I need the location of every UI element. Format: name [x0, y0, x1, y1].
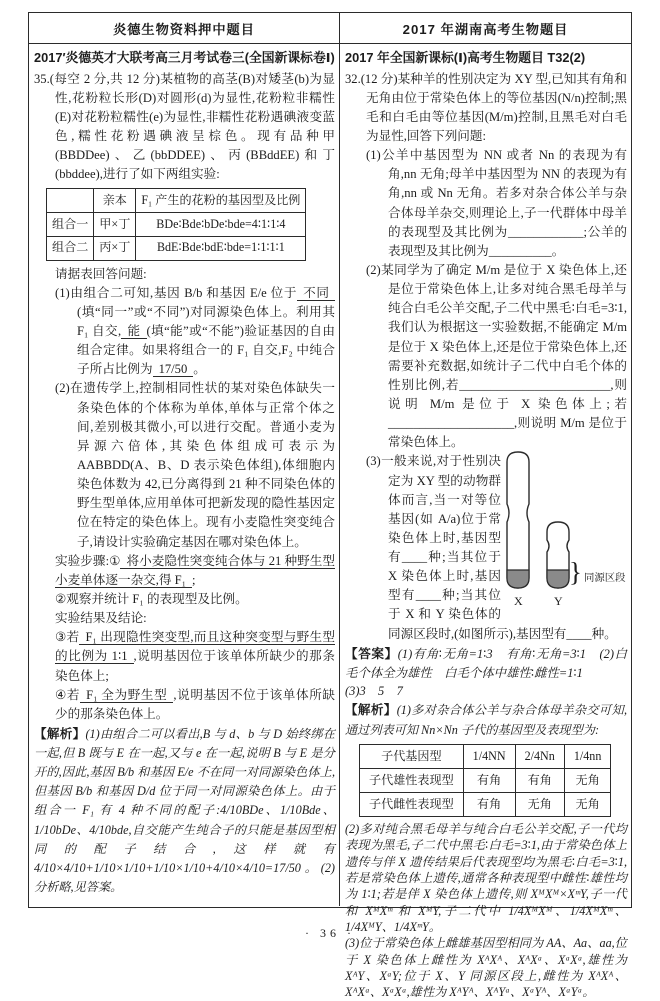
y-chromosome-label: Y [554, 594, 563, 609]
table-cell: 无角 [564, 792, 611, 816]
question-35-part2: (2)在遗传学上,控制相同性状的某对染色体缺失一条染色体的个体称为单体,单体与正常个体之间,差别极其微小,可以进行交配。普通小麦为异源六倍体,其染色体组成可表示为 AABBDD(A、B、D 表示染色体组),体细胞内染色体数为 42,已分离得到 21 种不同染色体的野生型单体,应用单体可把新发现的隐性基因定位在特定的染色体上。现有小麦隐性突变纯合子,请设计实验确定基因在哪对染色体上。 [55, 381, 335, 549]
header-right-title: 2017 年湖南高考生物题目 [402, 21, 569, 37]
left-analysis [34, 725, 335, 897]
text-segment: (填“能”或“不能”)验证基因的自由组合定律。如果将组合一的 F₁ 自交,F₂ 中纯合子所占比例为 [77, 323, 336, 377]
table-cell: 亲本 [94, 189, 136, 213]
table-cell: 组合一 [47, 213, 94, 237]
experiment-step-2: ②观察并统计 F₁ 的表现型及比例。 [55, 591, 248, 606]
table-cell: 1/4nn [564, 744, 611, 768]
question-32-part3: (3)一般来说,对于性别决定为 XY 型的动物群体而言,当一对等位基因(如 A/a)位于常染色体上时,基因型有____种;当其位于 X 染色体上时,基因型有____种;当其位于 X 和 Y 染色体的同源区段时,(如图所示),基因型有____种。 [366, 454, 617, 641]
text-segment: 。 [193, 362, 206, 377]
table-cell [47, 189, 94, 213]
brace-glyph: } [569, 557, 582, 588]
table-cell: 组合二 [47, 236, 94, 260]
table-cell: 甲×丁 [94, 213, 136, 237]
right-analysis [345, 701, 627, 739]
text-segment: ,说明基因不位于该单体所缺少的那条染色体上。 [55, 687, 336, 721]
x-chromosome-label: X [514, 594, 523, 609]
result-3 [55, 628, 335, 685]
header-left-title: 炎德生物资料押中题目 [29, 13, 340, 43]
answer-text-2: (3)3 5 7 [345, 684, 403, 699]
filled-answer: 将小麦隐性突变纯合体与 21 种野生型小麦单体逐一杂交,得 F₁ [55, 553, 335, 587]
table-cell: 丙×丁 [94, 236, 136, 260]
analysis-text-1: (1)多对杂合体公羊与杂合体母羊杂交可知,通过列表可知 Nn×Nn 子代的基因型及表现型为: [345, 703, 628, 737]
y-homologous-region [547, 570, 569, 588]
answer-label: 【答案】 [345, 646, 398, 661]
page-number: · 36 · [305, 926, 355, 940]
experiment-step-1 [55, 552, 335, 590]
result-4 [55, 686, 335, 724]
table-cell: 有角 [463, 768, 515, 792]
xy-chromosome-diagram [505, 450, 627, 616]
table-cell: 有角 [515, 768, 564, 792]
table-cell: F₁ 产生的花粉的基因型及比例 [136, 189, 306, 213]
analysis-text: (1)由组合二可以看出,B 与 d、b 与 D 始终绑在一起,但 B 既与 E 在一起,又与 e 在一起,说明 B 与 E 是分开的,因此,基因 B/b 和基因 E/e 不在同一对同源染色体上,但基因 B/b 和基因 D/d 位于同一对同源染色体上。由于组合一 F₁ 有 4 种不同的配子:4/10BDe、1/10Bde、1/10bDe、4/10bde,自交能产生纯合子的只能是基因型相同的配子结合,这样就有 4/10×4/10+1/10×1/10+1/10×1/10+4/10×4/10=17/50。(2)分析略,见答案。 [34, 726, 335, 895]
left-exam-title: 2017′炎德英才大联考高三月考试卷三(全国新课标卷Ⅰ) [34, 50, 335, 65]
analysis-text-2: (2)多对纯合黑毛母羊与纯合白毛公羊交配,子一代均表现为黑毛,子二代中黑毛∶白毛=3∶1,由于常染色体上遗传与伴 X 遗传结果后代表现型均为黑毛∶白毛=3∶1,若是常染色体上遗传,通常各种表现型中雌性∶雄性均为 1∶1;若是伴 X 染色体上遗传,则 XᴹXᴹ×XᵐY,子一代和 XᴹXᵐ 和 XᴹY,子二代中 1/4XᴹXᴹ、1/4XᴹXᵐ、1/4XᴹY、1/4XᵐY。 [345, 822, 627, 935]
table-cell: 子代基因型 [360, 744, 464, 768]
homologous-region-label: 同源区段 [584, 573, 626, 585]
cross-combination-table [46, 188, 306, 260]
question-32-part3-block [345, 452, 627, 643]
filled-answer: 不同 [297, 286, 335, 301]
analysis-label: 【解析】 [345, 703, 397, 718]
table-cell: 无角 [564, 768, 611, 792]
offspring-genotype-table [359, 744, 611, 817]
right-column [340, 44, 631, 1000]
table-row [360, 768, 611, 792]
table-row [47, 189, 306, 213]
right-answer [345, 645, 627, 683]
result-heading: 实验结果及结论: [55, 611, 147, 626]
question-32-part2: (2)某同学为了确定 M/m 是位于 X 染色体上,还是位于常染色体上,让多对纯合黑毛母羊与纯合白毛公羊交配,子二代中黑毛∶白毛=3∶1,我们认为根据这一实验数据,不能确定 M/m 是位于 X 染色体上,还是位于常染色体上,还需要补充数据,如统计子二代中白毛个体的性别比例,若________________________,则说明 M/m 是位于 X 染色体上;若____________________,则说明 M/m 是位于常染色体上。 [366, 262, 627, 450]
text-segment: ④若 [55, 687, 81, 702]
table-row [360, 792, 611, 816]
question-35-part1 [55, 284, 335, 380]
table-cell: 有角 [463, 792, 515, 816]
text-segment: 实验步骤:① [55, 553, 121, 568]
question-32-intro: 32.(12 分)某种羊的性别决定为 XY 型,已知其有角和无角由位于常染色体上的等位基因(N/n)控制;黑毛和白毛由等位基因(M/m)控制,且黑毛对白毛为显性,回答下列问题: [345, 71, 627, 143]
filled-answer: F₁ 出现隐性突变型,而且这种突变型与野生型的比例为 1∶1 [55, 630, 335, 664]
text-segment: (填“同一”或“不同”)对同源染色体上。利用其 F₁ 自交, [77, 304, 335, 338]
text-segment: ,说明基因位于该单体所缺少的那条染色体上; [55, 649, 335, 683]
analysis-text-3: (3)位于常染色体上雌雄基因型相同为 AA、Aa、aa,位于 X 染色体上雌性为 XᴬXᴬ、XᴬXᵃ、XᵃXᵃ,雄性为 XᴬY、XᵃY;位于 X、Y 同源区段上,雌性为 XᴬXᴬ、XᴬXᵃ、XᵃXᵃ,雄性为 XᴬYᴬ、XᴬYᵃ、XᵃYᴬ、XᵃYᵃ。 [345, 936, 627, 1000]
table-cell: 2/4Nn [515, 744, 564, 768]
analysis-label: 【解析】 [34, 726, 86, 741]
table-cell: 子代雌性表现型 [360, 792, 464, 816]
text-segment: ; [192, 572, 196, 587]
x-homologous-region [507, 570, 529, 588]
right-exam-title: 2017 年全国新课标(Ⅰ)高考生物题目 T32(2) [345, 50, 586, 65]
table-row [360, 744, 611, 768]
text-segment: ③若 [55, 630, 80, 645]
table-cell: 无角 [515, 792, 564, 816]
table-row [47, 213, 306, 237]
table-cell: BdE∶Bde∶bdE∶bde=1∶1∶1∶1 [136, 236, 306, 260]
question-35-intro: 35.(每空 2 分,共 12 分)某植物的高茎(B)对矮茎(b)为显性,花粉粒长形(D)对圆形(d)为显性,花粉粒非糯性(E)对花粉粒糯性(e)为显性,非糯性花粉遇碘液变蓝色,糯性花粉遇碘液呈棕色。现有品种甲(BBDDee)、乙(bbDDEE)、丙(BBddEE)和丁(bbddee),进行了如下两组实验: [34, 71, 335, 182]
answer-text-1: (1)有角∶无角=1∶3 有角∶无角=3∶1 (2)白毛个体全为雄性 白毛个体中雄性∶雌性=1∶1 [345, 646, 627, 680]
table-cell: BDe∶Bde∶bDe∶bde=4∶1∶1∶4 [136, 213, 306, 237]
text-segment: (1)由组合二可知,基因 B/b 和基因 E/e 位于 [55, 285, 298, 300]
question-32-part1: (1)公羊中基因型为 NN 或者 Nn 的表现为有角,nn 无角;母羊中基因型为 NN 的表现为有角,nn 或 Nn 无角。若多对杂合体公羊与杂合体母羊杂交,则理论上,子一代群体中母羊的表现型及其比例为____________;公羊的表现型及其比例为__________。 [366, 148, 627, 258]
x-chromosome [507, 452, 529, 588]
table-cell: 子代雄性表现型 [360, 768, 464, 792]
filled-answer: 能 [121, 324, 146, 339]
left-column [29, 44, 340, 906]
ask-line: 请据表回答问题: [55, 266, 147, 281]
table-row [47, 236, 306, 260]
sheet-header [29, 13, 631, 44]
filled-answer: 17/50 [153, 362, 194, 377]
chromosome-figure [505, 450, 627, 616]
table-cell: 1/4NN [463, 744, 515, 768]
filled-answer: F₁ 全为野生型 [80, 688, 173, 703]
